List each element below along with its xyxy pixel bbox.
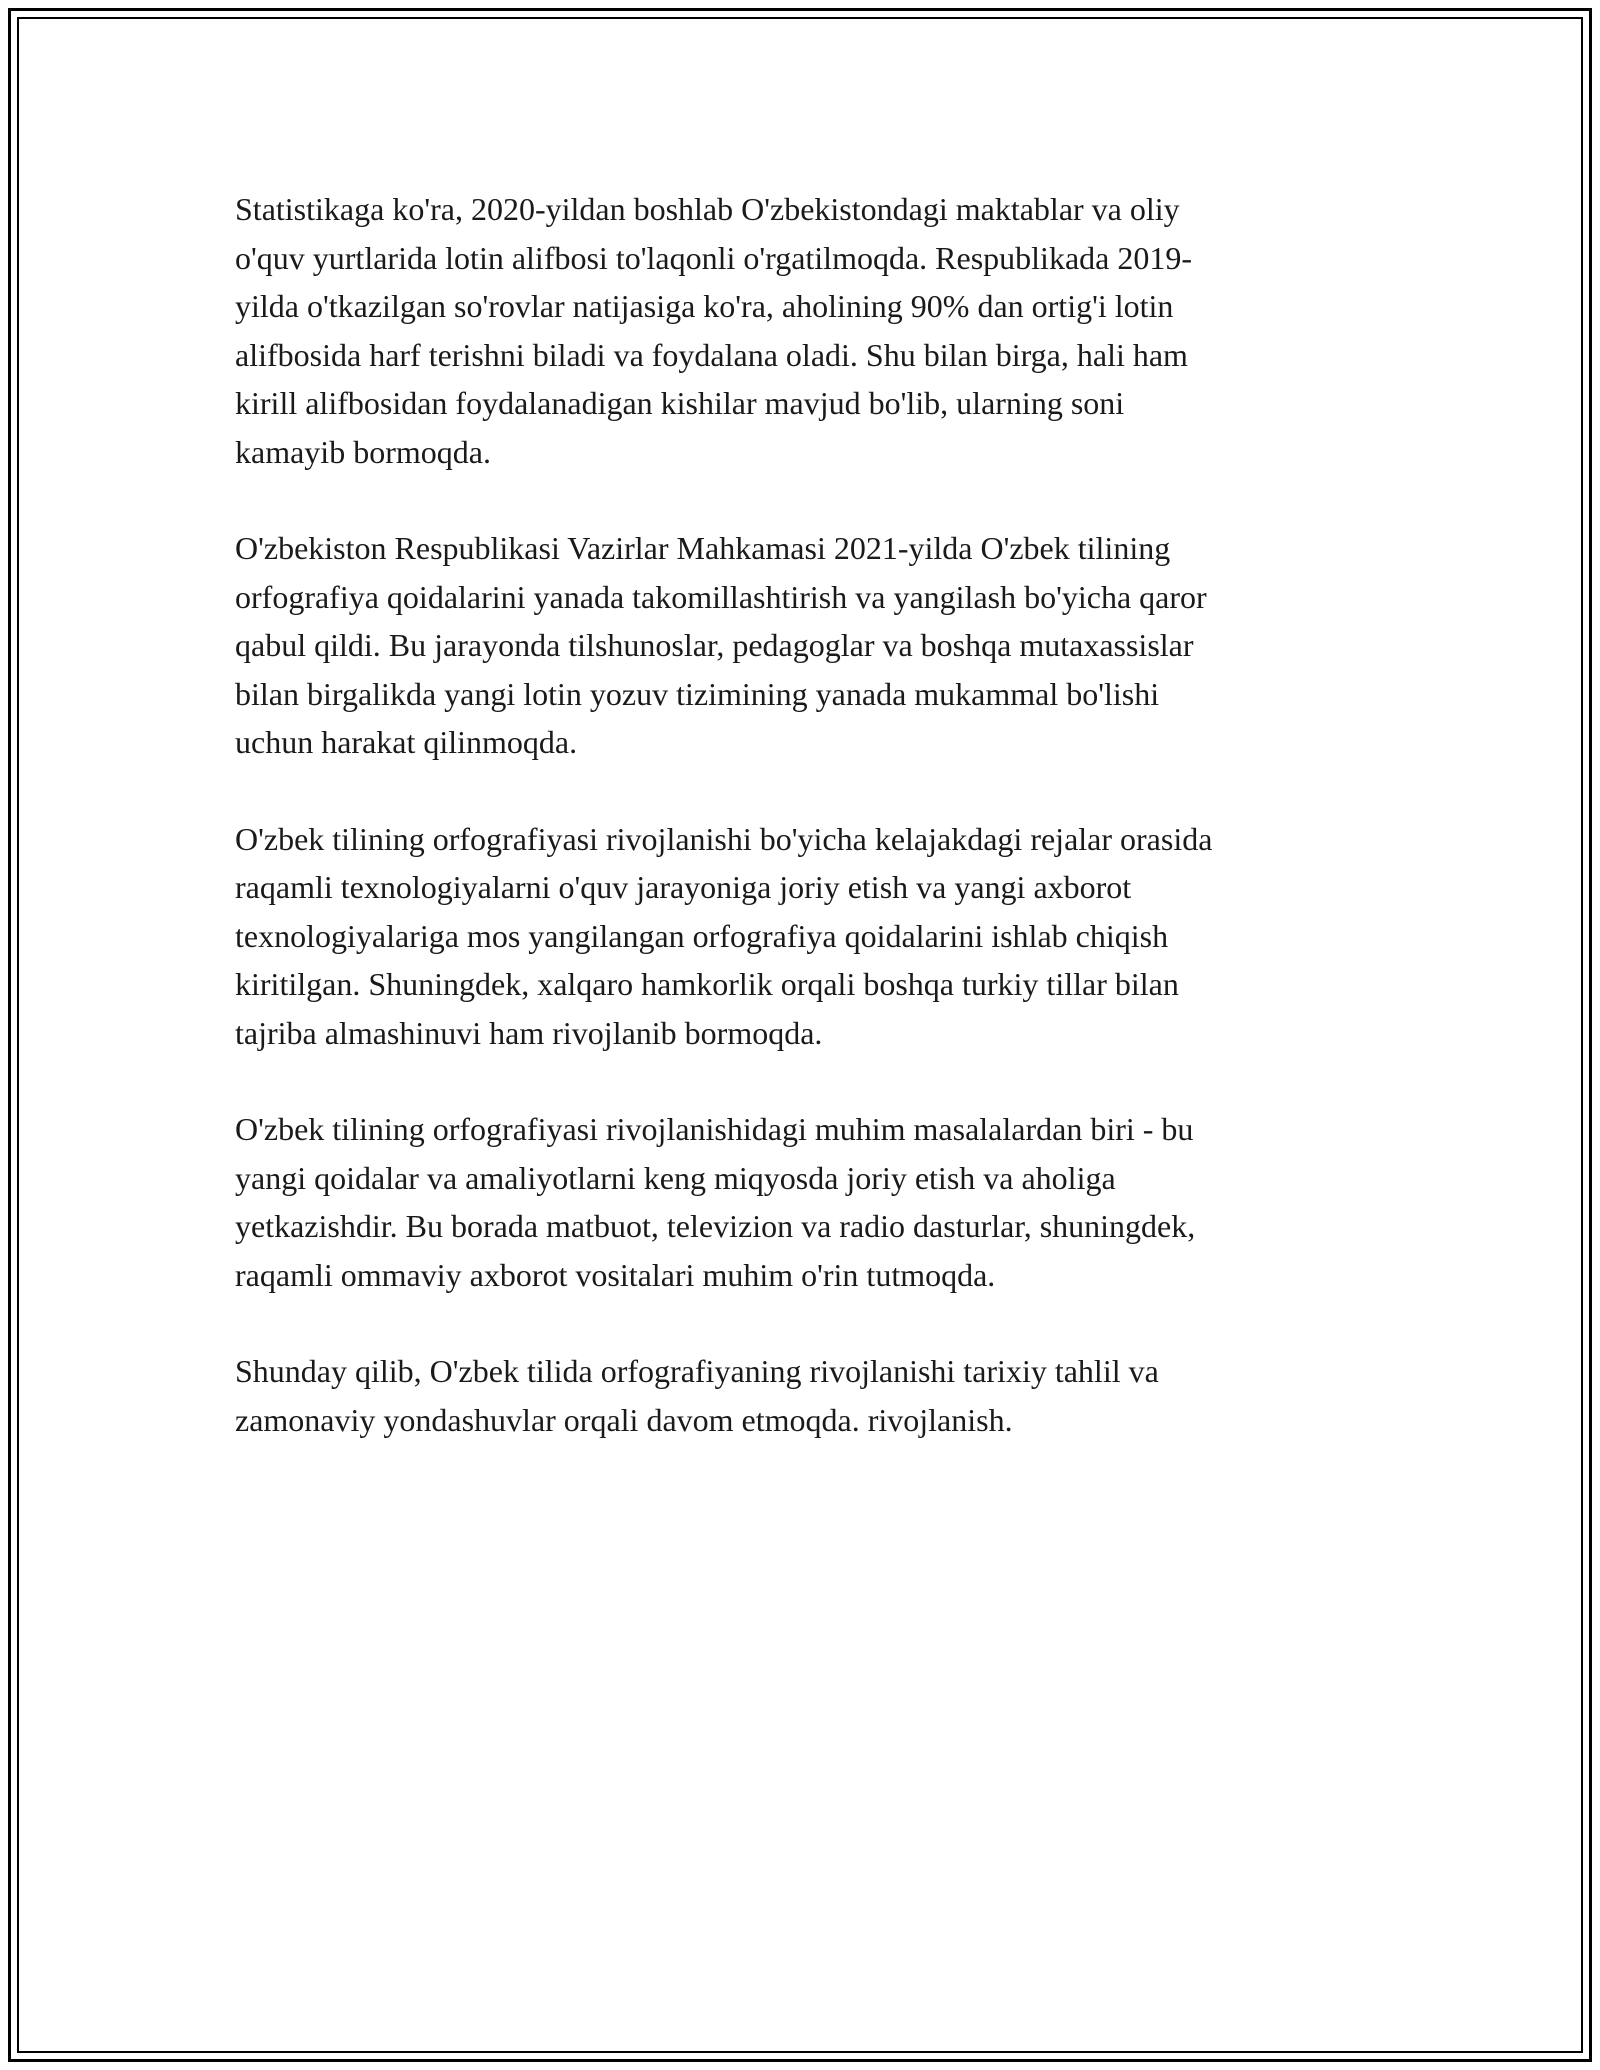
- document-body: [235, 185, 1365, 1492]
- paragraph-cabinet-decision: O'zbekiston Respublikasi Vazirlar Mahkamasi 2021-yilda O'zbek tilining orfografiya qoidalarini yanada takomillashtirish va yangilash bo'yicha qaror qabul qildi. Bu jarayonda tilshunoslar, pedagoglar va boshqa mutaxassislar bilan birgalikda yangi lotin yozuv tizimining yanada mukammal bo'lishi uchun harakat qilinmoqda.: [235, 530, 1207, 760]
- paragraph-future-plans: O'zbek tilining orfografiyasi rivojlanishi bo'yicha kelajakdagi rejalar orasida raqamli texnologiyalarni o'quv jarayoniga joriy etish va yangi axborot texnologiyalariga mos yangilangan orfografiya qoidalarini ishlab chiqish kiritilgan. Shuningdek, xalqaro hamkorlik orqali boshqa turkiy tillar bilan tajriba almashinuvi ham rivojlanib bormoqda.: [235, 820, 1213, 1051]
- paragraph-conclusion: Shunday qilib, O'zbek tilida orfografiyaning rivojlanishi tarixiy tahlil va zamonaviy yondashuvlar orqali davom etmoqda. rivojlanish.: [235, 1353, 1159, 1438]
- paragraph-implementation: O'zbek tilining orfografiyasi rivojlanishidagi muhim masalalardan biri - bu yangi qoidalar va amaliyotlarni keng miqyosda joriy etish va aholiga yetkazishdir. Bu borada matbuot, televizion va radio dasturlar, shuningdek, raqamli ommaviy axborot vositalari muhim o'rin tutmoqda.: [235, 1111, 1196, 1293]
- paragraph-statistics: Statistikaga ko'ra, 2020-yildan boshlab O'zbekistondagi maktablar va oliy o'quv yurtlarida lotin alifbosi to'laqonli o'rgatilmoqda. Respublikada 2019- yilda o'tkazilgan so'rovlar natijasiga ko'ra, aholining 90% dan ortig'i lotin alifbosida harf terishni biladi va foydalana oladi. Shu bilan birga, hali ham kirill alifbosidan foydalanadigan kishilar mavjud bo'lib, ularning soni kamayib bormoqda.: [235, 191, 1192, 470]
